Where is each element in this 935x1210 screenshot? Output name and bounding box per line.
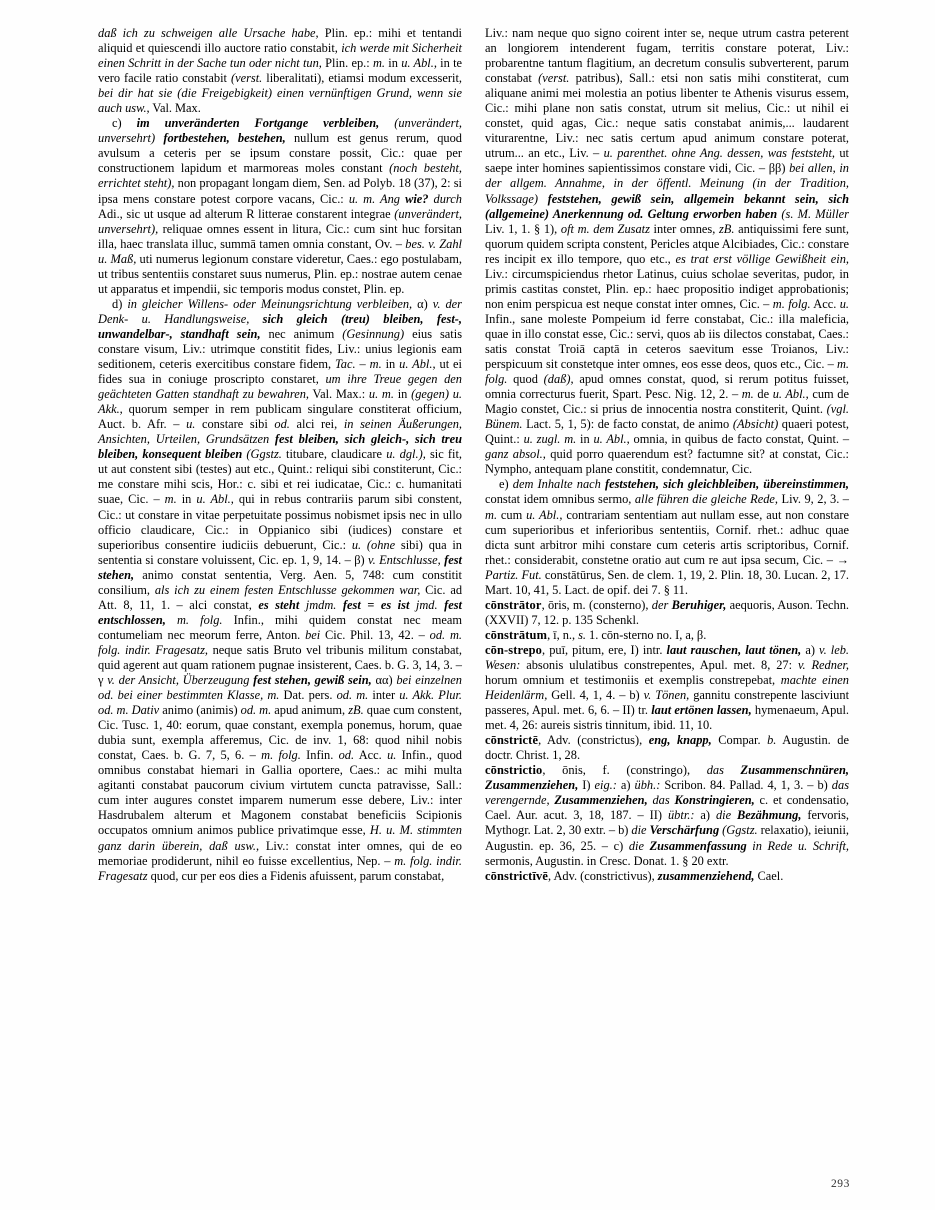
text-run: Infin., quod omnibus constabat hiemari in Gallia oportere, Caes.: ac mihi multa agitanti constabat paucorum civium virtutem cuncta patravisse, Sall.: cum inter augures constet imparem numerum esse debere, Liv.: inter Hasdrubalem alterum et Magonem constabat beneficiis Scipionis occupatos omnium animos publice privatimque esse, (98, 748, 463, 838)
gloss-italic: alle führen die gleiche Rede, (634, 492, 779, 507)
text-run: horum omnium et testimoniis et exemplis constrepebat, (485, 673, 781, 688)
text-run: a) (801, 642, 820, 657)
text-run: 1. cōn-sterno no. I, a, β. (586, 627, 707, 642)
text-run: reliquae omnes essent in litura, Cic.: cum sint huc forsitan illa, haec translata illuc, summā tamen omnia constant, Ov. – (98, 221, 462, 251)
gloss-italic: od. (274, 417, 290, 432)
gloss-italic: bei allen, in der allgem. Annahme, in der öffentl. Meinung (in der Tradition, Volkssage) (485, 161, 849, 206)
text-run: a) (616, 778, 635, 793)
keyword-bold-italic: wie? (405, 191, 429, 206)
text-run: gannitu constrepente lasciviunt passeres, Apul. met. 6, 6. – II) tr. (485, 688, 850, 718)
gloss-italic: oft m. dem Zusatz (560, 221, 650, 236)
gloss-italic: m. (372, 56, 386, 71)
keyword-bold-italic: feststehen, sich gleichbleiben, übereinstimmen, (600, 477, 850, 492)
text-run: inter (368, 688, 400, 703)
text-run: apud omnes constat, quod, si rerum potitus fuisset, omnia correcturus fuerit, Spart. Pesc. Nig. 12, 2. – (485, 372, 850, 402)
gloss-italic: u. Abl., (401, 56, 437, 71)
gloss-italic: in Rede u. Schrift, (746, 838, 849, 853)
dictionary-entry (485, 643, 849, 733)
gloss-italic: v. leb. Wesen: (485, 642, 850, 672)
text-run: animo constat sententia, Verg. Aen. 5, 748: cum constitit consilium, (98, 567, 462, 597)
text-run: quaeri potest, Quint.: (485, 417, 849, 447)
text-run: patribus), Sall.: etsi non satis mihi constiterat, cum aliquane animi mei molestia an potius libenter te Athenis visurus essem, Cic.: mihi plane non satis constat, utrum sit melius, Cic.: ut nihil ei constet, quid agas, Cic.: neque satis constabat animis,... laudarent viturarentne, Liv.: nec satis certum apud animum constare poterat, utrum... an etc., Liv. – (485, 71, 849, 161)
dictionary-entry (485, 598, 849, 628)
keyword-bold-italic: fest stehen, gewiß sein, (249, 673, 372, 688)
text-run: αα) (371, 673, 397, 688)
gloss-italic: (noch besteht, errichtet steht), (98, 161, 462, 191)
gloss-italic: übh.: (634, 778, 661, 793)
gloss-italic: ich werde mit Sicherheit einen Schritt in der Sache tun oder nicht tun, (98, 41, 462, 71)
gloss-italic: (Ggstz. (719, 823, 758, 838)
gloss-italic: in seinen Äußerungen, Ansichten, Urteilen, Grundsätzen (98, 417, 462, 447)
gloss-italic: m. (485, 507, 498, 522)
gloss-italic: in gleicher Willens- oder Meinungsrichtung verbleiben, (127, 296, 413, 311)
text-run: Dat. pers. (279, 688, 337, 703)
gloss-italic: H. u. M. stimmten ganz darin überein, daß usw., (98, 823, 462, 853)
gloss-italic: die (628, 838, 650, 853)
gloss-italic: Partiz. Fut. (485, 567, 542, 582)
keyword-bold-italic: fortbestehen, bestehen, (155, 131, 286, 146)
text-run: neque satis Bruto vel tribunis militum constabat, quid agerent aut quam rationem pugnae insisterent, Caes. b. G. 3, 14, 3. – γ (98, 642, 463, 688)
text-run: c. et condensatio, Cael. Aur. acut. 3, 18, 187. – II) (485, 793, 849, 823)
headword: cōn-strepo (485, 642, 543, 657)
gloss-italic: (s. M. Müller (777, 206, 850, 221)
text-run: qui in rebus contrariis parum sibi constent, Cic.: ut constare in vitae perpetuitate possimus nobismet ipsis nec in ullo officio claudicare, Cic.: in Oppianico sibi (iudices) constare et superioribus consentire iudiciis debuerunt, Cic.: (98, 492, 462, 552)
text-run: , ī, n., (547, 627, 579, 642)
keyword-bold-italic: laut rauschen, laut tönen, (666, 642, 802, 657)
text-run: sermonis, Augustin. in Cresc. Donat. 1. § 20 extr. (485, 853, 729, 868)
gloss-italic: jmd. (409, 597, 445, 612)
text-run: cum de Magio constet, Cic.: si prius de innocentia nostra constiterit, Quint. (485, 387, 849, 417)
gloss-italic: u. Abl., (196, 492, 234, 507)
gloss-italic: (gegen) u. Akk., (98, 387, 462, 417)
gloss-italic: (unverändert, unversehrt), (98, 206, 462, 236)
text-run: nec animum (260, 326, 343, 341)
text-run: , ōris, m. (consterno), (541, 597, 652, 612)
gloss-italic: u. (186, 417, 196, 432)
text-run: aequoris, Auson. Techn. (XXVII) 7, 12. p. 135 Schenkl. (485, 597, 850, 627)
text-run: quid porro quaerendum est? factumne sit? at constat, Cic.: Nympho, antequam plane constitit, condemnatur, Cic. (485, 447, 849, 477)
text-run: e) (499, 477, 513, 492)
dictionary-entry (485, 763, 849, 868)
text-run: , puī, pitum, ere, I) intr. (542, 642, 667, 657)
text-run: constat idem omnibus sermo, (485, 492, 635, 507)
gloss-italic: od. m. folg. indir. Fragesatz, (98, 627, 462, 657)
text-run: in (176, 492, 197, 507)
gloss-italic: bei dir hat sie (die Freigebigkeit) einen vernünftigen Grund, wenn sie auch usw., (98, 86, 462, 116)
text-run: quod (507, 372, 544, 387)
gloss-italic: (unverändert, unversehrt) (98, 116, 462, 146)
gloss-italic: durch (428, 191, 462, 206)
gloss-italic: v. Entschlusse, (368, 552, 441, 567)
gloss-italic: od. (338, 748, 355, 763)
text-run: constātūrus, Sen. de clem. 1, 19, 2. Plin. 18, 30. Lucan. 2, 17. Mart. 10, 41, 5. Lact. de opif. dei 7. § 11. (485, 567, 850, 597)
keyword-bold-italic: Zusammenschnüren, Zusammenziehen, (485, 763, 849, 793)
text-run: Acc. (354, 748, 388, 763)
text-run: quae cum constent, Cic. Tusc. 1, 40: eorum, quae constant, exempla ponemus, horum, quae dubia sunt, exempla afferemus, Cic. de inv. 1, 68: quod nihil nobis constat, Caes. b. G. 7, 5, 6. – (98, 703, 462, 763)
gloss-italic: als ich zu einem festen Entschlusse gekommen war, (154, 582, 421, 597)
gloss-italic: (Ggstz. (242, 447, 282, 462)
gloss-italic: u. Abl., (593, 432, 630, 447)
text-run: Liv.: circumspiciendus rhetor Latinus, cuius scholae severitas, pudor, in primis castitas constet, Plin. ep.: haec propositio indiget approbationis; non enim perspicua est neque constat inter omnes, Cic. – (485, 266, 849, 311)
text-run: Scribon. 84. Pallad. 4, 1, 3. – b) (660, 778, 832, 793)
text-run: Cic. Phil. 13, 42. – (320, 627, 430, 642)
headword: cōnstrictē (485, 733, 539, 748)
text-run: ut ei fides sua in coniuge proscripto constaret, (98, 357, 462, 387)
keyword-bold-italic: laut ertönen lassen, (651, 703, 752, 718)
gloss-italic: v. Redner, (797, 657, 849, 672)
dictionary-entry (485, 869, 849, 884)
gloss-italic: (daß), (543, 372, 574, 387)
text-run: in (576, 432, 594, 447)
gloss-italic: v. der Denk- u. Handlungsweise, (98, 296, 462, 326)
headword: cōnstrātor (485, 597, 542, 612)
text-run: contrariam sententiam aut nullam esse, aut non constare cum superioribus et inferioribus sententiis, Cornif. rhet.: adhuc quae dicta sunt arbitror mihi constare cum ceteris artis scriptoribus, Cornif. rhet.: considerabit, constetne oratio aut cum re aut ipsa secum, Cic. – → (485, 507, 850, 567)
gloss-italic: eig.: (594, 778, 617, 793)
left-text-column (98, 26, 462, 1156)
gloss-italic: od. m. (336, 688, 369, 703)
keyword-bold-italic: Zusammenziehen, (554, 793, 653, 808)
gloss-italic: u. Abl., (399, 357, 436, 372)
keyword-bold-italic: Zusammenfassung (649, 838, 747, 853)
text-run: Compar. (711, 733, 768, 748)
gloss-italic: jmdm. (299, 597, 343, 612)
gloss-italic: zB. (718, 221, 735, 236)
gloss-italic: od. m. (240, 703, 272, 718)
gloss-italic: bes. v. Zahl u. Maß, (98, 236, 462, 266)
text-run: in (385, 56, 402, 71)
gloss-italic: machte einen Heidenlärm, (485, 673, 849, 703)
text-run: apud animum, (271, 703, 349, 718)
dictionary-entry (485, 628, 849, 643)
gloss-italic: bei (305, 627, 321, 642)
gloss-italic: b. (767, 733, 777, 748)
gloss-italic: das (706, 763, 741, 778)
keyword-bold-italic: fest bleiben, sich gleich-, sich treu bleiben, konsequent bleiben (98, 432, 462, 462)
paragraph (98, 26, 462, 116)
page-number: 293 (830, 1178, 850, 1190)
text-run: a) (694, 808, 716, 823)
gloss-italic: m. (164, 492, 177, 507)
paragraph (485, 477, 849, 597)
text-run: , Adv. (constrictivus), (548, 868, 658, 883)
text-run: Infin., sane moleste Pompeium id ferre constabat, Cic.: illa maleficia, quae in illo constat esse, Cic.: servi, quos ab iis dilectos constabat, Caes.: satis constat Troiā captā in ceteros saevitum esse Troianos, Liv.: perspicuum sit constetque inter omnes, eos esse deos, quos etc., Cic. – (485, 311, 849, 372)
gloss-italic: u. Abl., (772, 387, 809, 402)
text-run: non propagant longam diem, Sen. ad Polyb. 18 (37), 2: si ipsa mens constare potest corpore vacans, Cic.: (98, 176, 462, 206)
gloss-italic: es trat erst völlige Gewißheit ein, (675, 251, 849, 266)
text-run: titubare, claudicare (281, 447, 387, 462)
text-run: de (753, 387, 773, 402)
keyword-bold-italic: es steht (258, 597, 300, 612)
headword: cōnstrātum (485, 627, 548, 642)
keyword-bold-italic: Beruhiger, (671, 597, 727, 612)
text-run: omnia, in quibus de facto constat, Quint. – (629, 432, 850, 447)
text-run: Infin. (300, 748, 339, 763)
keyword-bold-italic: Konstringieren, (674, 793, 755, 808)
gloss-italic: (verst. (538, 71, 570, 86)
text-run: Liv.: nam neque quo signo coirent inter se, neque utrum castra peterent an longiorem intenderent fugam, territis constare poterat, Liv.: probarentne tantum flagitium, an decretum consulis subverterent, parum constabat (485, 26, 849, 86)
gloss-italic: die (715, 808, 738, 823)
gloss-italic: daß ich zu schweigen alle Ursache habe, (98, 26, 319, 40)
text-run: constare sibi (195, 417, 275, 432)
gloss-italic: das (652, 793, 675, 808)
text-run: d) (112, 296, 128, 311)
text-run: , Adv. (constrictus), (538, 733, 649, 748)
gloss-italic: dem Inhalte nach (512, 477, 601, 492)
gloss-italic: m. folg. indir. Fragesatz (98, 853, 462, 883)
text-run: Adi., sic ut usque ad alterum R litterae constarent integrae (98, 206, 395, 221)
text-run: ut saepe inter homines sapientissimos constare vidi, Cic. – ββ) (485, 146, 850, 176)
text-run: hymenaeum, Apul. met. 4, 26: aureis sistris tinnitum, ibid. 11, 10. (485, 703, 849, 733)
dictionary-entry (485, 733, 849, 763)
text-run: in (381, 357, 400, 372)
gloss-italic: m. folg. (772, 296, 811, 311)
text-run: Liv. 9, 2, 3. – (778, 492, 850, 507)
gloss-italic: u. m. (368, 387, 394, 402)
text-run: antiquissimi fere sunt, quorum quidem scripta constent, Pericles atque Alcibiades, Cic.: constare res incipit ex illo tempore, quo etc., (485, 221, 849, 266)
gloss-italic: übtr.: (667, 808, 695, 823)
text-run: animo (animis) (159, 703, 241, 718)
gloss-italic: (Gesinnung) (342, 326, 405, 341)
gloss-italic: m. folg. (165, 612, 223, 627)
text-run: Val. Max. (149, 101, 201, 116)
text-run: Cic. ad Att. 8, 11, 1. – alci constat, (98, 582, 463, 612)
gloss-italic: m. (741, 387, 754, 402)
text-run: absonis ululatibus constrepentes, Apul. met. 8, 27: (520, 657, 798, 672)
text-run: Lact. 5, 1, 5): de facto constat, de animo (522, 417, 733, 432)
keyword-bold-italic: im unveränderten Fortgange verbleiben, (136, 116, 380, 131)
text-run: in te vero facile ratio constabit (98, 56, 463, 86)
gloss-italic: u. Akk. Plur. od. m. Dativ (98, 688, 462, 718)
headword: cōnstrictio (485, 763, 543, 778)
text-run: , ōnis, f. (constringo), (542, 763, 707, 778)
gloss-italic: u. m. Ang (348, 191, 406, 206)
keyword-bold-italic: fest entschlossen, (98, 597, 462, 627)
gloss-italic: u. dgl.), (386, 447, 426, 462)
text-run: Plin. ep.: mihi et tentandi aliquid et quiescendi illo auctore ratio constabit, (98, 26, 462, 56)
text-run: α) (412, 296, 433, 311)
text-run: nullum est genus rerum, quod avulsum a ceteris per se ipsum constare possit, Cic.: quae per constructionem lapidum et marmoreas moles constant (98, 131, 462, 176)
text-run: Gell. 4, 1, 4. – b) (547, 688, 644, 703)
gloss-italic: u. (839, 296, 850, 311)
gloss-italic: (vgl. Bünem. (485, 402, 849, 432)
paragraph (98, 116, 462, 297)
gloss-italic: u. parenthet. ohne Ang. dessen, was feststeht, (603, 146, 836, 161)
gloss-italic: (verst. (230, 71, 263, 86)
gloss-italic: u. (387, 748, 397, 763)
text-run: relaxatio), ieiunii, Augustin. ep. 36, 25. – c) (485, 823, 849, 853)
keyword-bold-italic: fest = es ist (342, 597, 410, 612)
gloss-italic: (Absicht) (732, 417, 779, 432)
keyword-bold-italic: Bezähmung, (737, 808, 802, 823)
text-run: I) (578, 778, 595, 793)
gloss-italic: bei einzelnen od. bei einer bestimmten Klasse, m. (98, 673, 462, 703)
text-run: Infin., mihi quidem constat nec meam contumeliam nec meorum ferre, Anton. (98, 612, 463, 642)
gloss-italic: v. der Ansicht, Überzeugung (107, 673, 250, 688)
keyword-bold-italic: feststehen, gewiß sein, allgemein bekannt sein, sich (allgemeine) Anerkennung od. Geltung erworben haben (485, 191, 849, 221)
keyword-bold-italic: eng, knapp, (648, 733, 712, 748)
keyword-bold-italic: Verschärfung (649, 823, 720, 838)
text-run: in (393, 387, 412, 402)
right-text-column (485, 26, 849, 1156)
text-run: c) (112, 116, 137, 131)
text-run: Liv.: constat inter omnes, qui de eo memoriae prodiderunt, nihil eo fuisse excellentius, Nep. – (98, 838, 462, 868)
gloss-italic: um ihre Treue gegen den geächteten Gatten standhaft zu bewahren, (98, 372, 462, 402)
headword: cōnstrictīvē (485, 868, 549, 883)
keyword-bold-italic: sich gleich (treu) bleiben, fest-, unwandelbar-, standhaft sein, (98, 311, 462, 341)
text-run: uti numerus legionum constare videretur, Caes.: ego postulabam, ut tribus sententiis constaret suus numerus, Plin. ep.: nostrae autem cenae ut apparatus et impendii, sic temporis modus constet, Plin. ep. (98, 251, 462, 296)
text-run: quorum semper in rem publicam singulare constiterat officium, Auct. b. Afr. – (98, 402, 462, 432)
text-columns (98, 26, 850, 1156)
gloss-italic: u. zugl. m. (523, 432, 577, 447)
text-run: eius satis constare visum, Liv.: utrimque constitit fides, Liv.: unius legionis eam seditionem, ceteris exercitibus constare fidem, (98, 326, 463, 372)
gloss-italic: v. Tönen, (643, 688, 690, 703)
keyword-bold-italic: fest stehen, (98, 552, 462, 582)
gloss-italic: die (631, 823, 650, 838)
text-run: fervoris, Mythogr. Lat. 2, 30 extr. – b) (485, 808, 849, 838)
text-run: quod, cur per eos dies a Fidenis afuissent, parum constabat, (147, 868, 445, 883)
gloss-italic: ganz absol., (485, 447, 546, 462)
gloss-italic: u. (ohne (351, 537, 396, 552)
text-run: liberalitati), etiamsi modum excesserit, (262, 71, 462, 86)
gloss-italic: u. Abl., (526, 507, 563, 522)
gloss-italic: m. folg. (261, 748, 301, 763)
gloss-italic: Tac. – m. (335, 357, 382, 372)
gloss-italic: der (651, 597, 672, 612)
gloss-italic: zB. (348, 703, 364, 718)
text-run: Plin. ep.: (321, 56, 373, 71)
paragraph (485, 26, 849, 477)
gloss-italic: s. (578, 627, 587, 642)
text-run: cum (497, 507, 527, 522)
text-run: alci rei, (289, 417, 344, 432)
gloss-italic: m. folg. (485, 357, 849, 387)
text-run: sic fit, ut aut constent sibi (testes) aut etc., Quint.: reliqui sibi constiterunt, Cic.: me constare mihi scis, Hor.: c. sibi et rei iudicatae, Cic.: c. humanitati suae, Cic. – (98, 447, 462, 507)
keyword-bold-italic: zusammenziehend, (657, 868, 755, 883)
text-run: Augustin. de doctr. Christ. 1, 28. (485, 733, 849, 763)
text-run: Liv. 1, 1. § 1), (485, 221, 561, 236)
text-run: Val. Max.: (309, 387, 369, 402)
gloss-italic: das verengernde, (485, 778, 850, 808)
paragraph (98, 297, 462, 884)
text-run: Cael. (754, 868, 784, 883)
text-run: sibi) qua in sententia si constare voluissent, Cic. ep. 1, 9, 14. – β) (98, 537, 462, 567)
text-run: Acc. (810, 296, 840, 311)
text-run: inter omnes, (649, 221, 719, 236)
